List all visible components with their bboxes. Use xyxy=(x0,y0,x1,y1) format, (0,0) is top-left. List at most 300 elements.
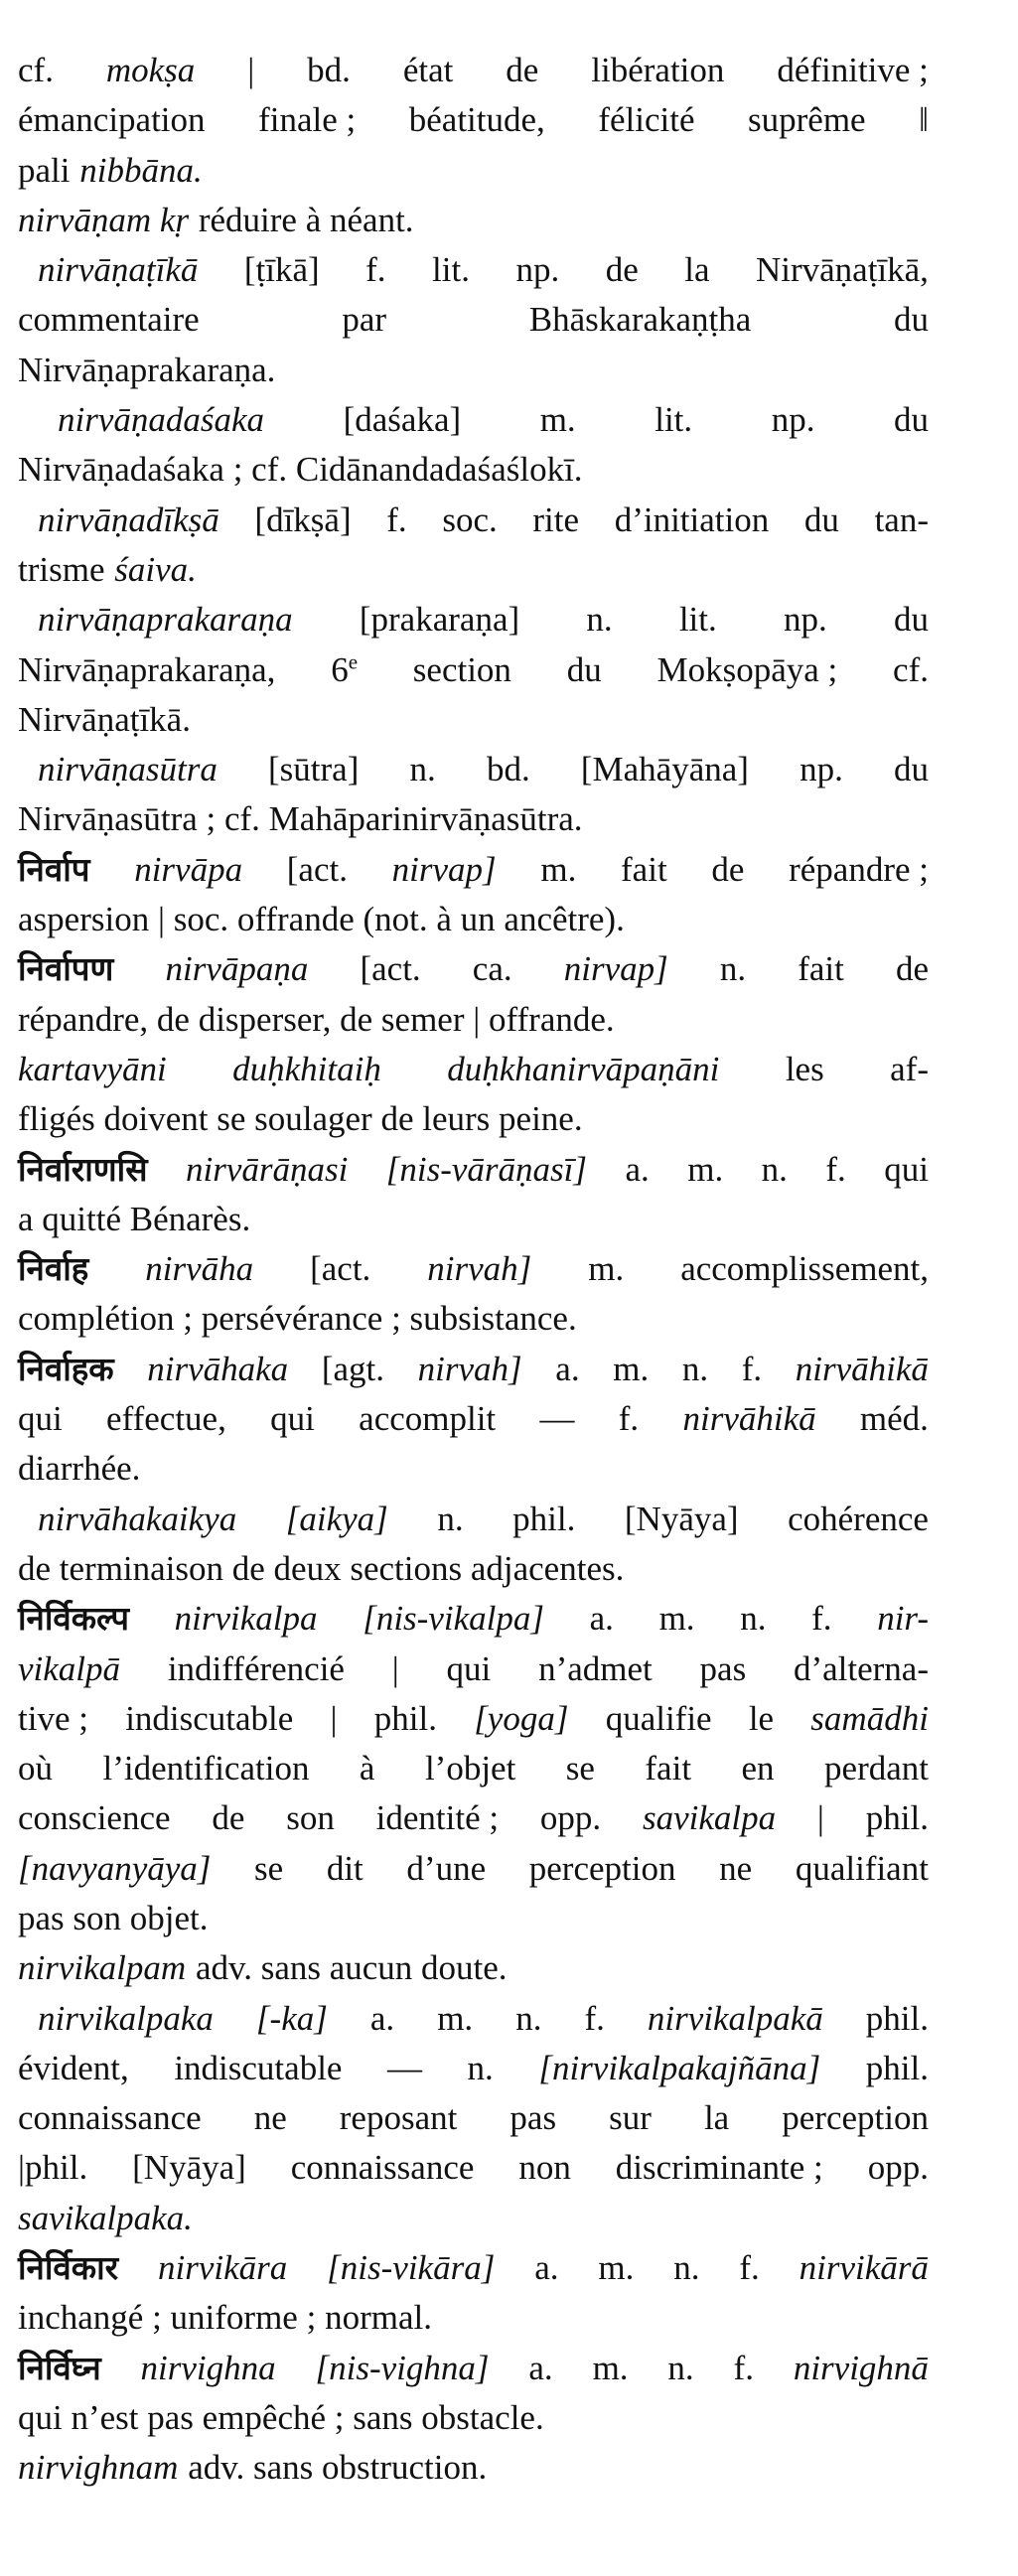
entry-text: m. xyxy=(588,1249,625,1289)
entry-text: Mokṣopāya ; xyxy=(656,649,838,689)
italic-term: nirvāpa xyxy=(134,849,243,889)
entry-text: la xyxy=(684,250,710,290)
entry-text: répandre ; xyxy=(789,849,929,889)
italic-term: nirvāhaka xyxy=(147,1349,289,1388)
entry-line xyxy=(18,2344,929,2393)
italic-term: nirvāṇaṭīkā xyxy=(38,250,199,290)
dictionary-entry-nirvahaka xyxy=(18,1345,929,1495)
entry-text: discriminante ; xyxy=(615,2148,823,2188)
entry-text: connaissance xyxy=(290,2148,475,2188)
entry-text: l’objet xyxy=(424,1749,516,1789)
entry-text: finale ; xyxy=(258,100,357,140)
entry-text: a. xyxy=(369,1998,395,2038)
entry-text: sur xyxy=(609,2098,652,2138)
entry-line xyxy=(18,1994,929,2044)
entry-line xyxy=(18,1094,929,1144)
entry-text: [act. xyxy=(310,1249,371,1289)
entry-text: son xyxy=(286,1798,335,1838)
entry-text: de xyxy=(895,949,929,989)
entry-text: | xyxy=(247,51,255,89)
entry-text: [sūtra] xyxy=(268,750,360,789)
entry-text: reposant xyxy=(339,2098,458,2138)
entry-text: n. xyxy=(467,2048,494,2087)
entry-text: pali xyxy=(18,150,71,190)
entry-text: opp. xyxy=(539,1798,602,1838)
entry-text: d’une xyxy=(406,1848,487,1888)
entry-line xyxy=(18,1694,929,1744)
dictionary-entry-nirvikara xyxy=(18,2243,929,2344)
entry-text: phil. xyxy=(512,1499,576,1538)
entry-line xyxy=(18,95,929,145)
italic-term: nirvikalpakā xyxy=(647,1998,823,2038)
entry-text: — xyxy=(539,1399,575,1439)
entry-text: qui xyxy=(884,1149,929,1189)
entry-text: inchangé ; uniforme ; normal. xyxy=(18,2298,432,2338)
entry-text: [daśaka] xyxy=(343,400,462,440)
entry-line xyxy=(18,1844,929,1894)
entry-text: rite xyxy=(532,500,580,539)
entry-text: phil. xyxy=(865,1798,929,1838)
entry-text: cf. xyxy=(893,649,929,689)
entry-line xyxy=(18,245,929,295)
italic-term: [nis-vikāra] xyxy=(327,2248,496,2288)
entry-line xyxy=(18,2044,929,2093)
entry-line xyxy=(18,2093,929,2143)
entry-text: a. xyxy=(589,1599,614,1639)
entry-text: n. xyxy=(761,1149,788,1189)
entry-text: pas xyxy=(509,2098,557,2138)
headword-devanagari: निर्वाराणसि xyxy=(18,1149,148,1189)
dictionary-column xyxy=(18,46,929,2494)
entry-line xyxy=(18,1444,929,1494)
entry-text: cf. xyxy=(18,51,54,89)
entry-line xyxy=(18,745,929,794)
entry-text: n. xyxy=(681,1349,709,1388)
entry-line xyxy=(18,445,929,495)
entry-line xyxy=(18,1594,929,1644)
entry-line xyxy=(18,2243,929,2293)
entry-text: qui xyxy=(18,1399,63,1439)
entry-text: n. xyxy=(586,600,613,640)
dictionary-entry-nirvaranasi xyxy=(18,1145,929,1245)
entry-line xyxy=(18,496,929,545)
entry-text: fait xyxy=(798,949,844,989)
entry-text: indiscutable xyxy=(174,2048,343,2087)
italic-term: nirvikalpa xyxy=(174,1599,318,1639)
entry-text: bd. xyxy=(307,51,351,89)
entry-text: n. xyxy=(673,2248,700,2288)
entry-text: f. xyxy=(365,250,386,290)
dictionary-entry-nirvanam-kr xyxy=(18,196,929,245)
italic-term: nirvighna xyxy=(140,2348,276,2387)
entry-text: [dīkṣā] xyxy=(254,500,352,539)
entry-text: qui xyxy=(270,1399,315,1439)
entry-text: qualifiant xyxy=(795,1848,929,1888)
entry-text: de terminaison de deux sections adjacentes. xyxy=(18,1548,625,1588)
entry-text: — xyxy=(387,2048,422,2087)
entry-text: de xyxy=(212,1798,245,1838)
dictionary-entry-nirvikalpaka xyxy=(18,1994,929,2243)
headword-devanagari: निर्वाप xyxy=(18,849,90,889)
entry-text: [Nyāya] xyxy=(132,2148,246,2188)
italic-term: nirvikārā xyxy=(799,2248,929,2288)
entry-text: perdant xyxy=(824,1749,929,1789)
entry-text: ne xyxy=(719,1848,753,1888)
entry-text: pas son objet. xyxy=(18,1898,209,1937)
entry-text: pas xyxy=(699,1648,747,1688)
entry-line xyxy=(18,146,929,196)
dictionary-entry-nirvikalpa xyxy=(18,1594,929,1943)
italic-term: nirvāṇasūtra xyxy=(38,750,218,789)
entry-text: les xyxy=(785,1049,824,1088)
entry-text: f. xyxy=(825,1149,846,1189)
entry-text: f. xyxy=(733,2348,754,2387)
italic-term: [nis-vighna] xyxy=(315,2348,490,2387)
headword-devanagari: निर्विकल्प xyxy=(18,1599,130,1639)
entry-text: phil. xyxy=(865,2048,929,2087)
entry-text: accomplissement, xyxy=(680,1249,929,1289)
italic-term: nir- xyxy=(877,1599,929,1639)
entry-text: Nirvāṇaprakaraṇa. xyxy=(18,350,276,389)
entry-text: a. xyxy=(534,2248,559,2288)
entry-text: n. xyxy=(437,1499,464,1538)
italic-term: nirvāṇaprakaraṇa xyxy=(38,600,293,640)
entry-line xyxy=(18,2443,929,2493)
entry-text: commentaire xyxy=(18,300,200,340)
entry-text: np. xyxy=(771,400,815,440)
entry-text: d’initiation xyxy=(614,500,770,539)
entry-text: par xyxy=(342,300,387,340)
entry-text: de xyxy=(506,51,539,89)
entry-text: connaissance xyxy=(18,2098,202,2138)
entry-text: Nirvāṇasūtra ; cf. Mahāparinirvāṇasūtra. xyxy=(18,799,583,839)
entry-text: Nirvāṇadaśaka ; cf. Cidānandadaśaślokī. xyxy=(18,450,583,490)
entry-text: m. xyxy=(658,1599,695,1639)
entry-line xyxy=(18,1145,929,1195)
entry-text: identité ; xyxy=(375,1798,500,1838)
entry-text: le xyxy=(748,1698,775,1738)
entry-text: m. xyxy=(598,2248,635,2288)
entry-text: np. xyxy=(783,600,827,640)
italic-term: nirvah] xyxy=(417,1349,522,1388)
entry-text: np. xyxy=(515,250,560,290)
entry-text: f. xyxy=(811,1599,832,1639)
entry-text: évident, xyxy=(18,2048,129,2087)
dictionary-entry-nirvanatika xyxy=(18,245,929,395)
italic-term: [aikya] xyxy=(285,1499,388,1538)
entry-text: où xyxy=(18,1749,53,1789)
entry-line xyxy=(18,1645,929,1694)
entry-text: du xyxy=(566,649,602,689)
italic-term: nirvāha xyxy=(145,1249,254,1289)
entry-text: a. xyxy=(625,1149,650,1189)
entry-text: non xyxy=(518,2148,571,2188)
entry-text: de xyxy=(711,849,745,889)
dictionary-entry-nirvanadasaka xyxy=(18,395,929,496)
headword-devanagari: निर्वाह xyxy=(18,1249,89,1289)
entry-text: suprême xyxy=(748,100,866,140)
entry-text: phil. xyxy=(373,1698,437,1738)
entry-text: du xyxy=(894,400,929,440)
italic-term: nirvāṇadīkṣā xyxy=(38,500,219,539)
entry-text: ‖ xyxy=(919,100,929,140)
entry-text: Bhāskarakaṇṭha xyxy=(528,300,752,340)
entry-line xyxy=(18,545,929,595)
entry-text: Nirvāṇaprakaraṇa, xyxy=(18,649,276,689)
entry-text: tive ; xyxy=(18,1698,88,1738)
entry-text: m. xyxy=(539,400,576,440)
entry-text: soc. xyxy=(442,500,498,539)
entry-text: n. xyxy=(740,1599,767,1639)
dictionary-entry-moksa-ref xyxy=(18,46,929,196)
entry-text: n. xyxy=(719,949,747,989)
entry-text: réduire à néant. xyxy=(198,200,414,239)
italic-term: samādhi xyxy=(810,1698,929,1738)
entry-text: indifférencié xyxy=(167,1648,345,1688)
entry-text: dit xyxy=(326,1848,364,1888)
entry-text: la xyxy=(703,2098,730,2138)
entry-text: | xyxy=(391,1648,399,1688)
entry-line xyxy=(18,2393,929,2443)
entry-line xyxy=(18,995,929,1045)
entry-text: bd. xyxy=(486,750,530,789)
entry-text: conscience xyxy=(18,1798,171,1838)
italic-term: nirvikāra xyxy=(158,2248,288,2288)
dictionary-entry-nirvaha xyxy=(18,1244,929,1345)
italic-term: kartavyāni xyxy=(18,1049,167,1088)
dictionary-entry-nirvanadiksa xyxy=(18,496,929,596)
entry-text: adv. sans obstruction. xyxy=(188,2448,488,2488)
entry-line xyxy=(18,1244,929,1294)
entry-text: complétion ; persévérance ; subsistance. xyxy=(18,1299,577,1339)
italic-term: nirvāṇam kṛ xyxy=(18,200,190,239)
entry-line xyxy=(18,1495,929,1544)
entry-text: n. xyxy=(409,750,436,789)
entry-line xyxy=(18,944,929,994)
entry-text: d’alterna- xyxy=(793,1648,929,1688)
italic-term: [nirvikalpakajñāna] xyxy=(538,2048,821,2087)
headword-devanagari: निर्विघ्न xyxy=(18,2348,101,2387)
italic-term: [yoga] xyxy=(474,1698,569,1738)
entry-text: a. xyxy=(555,1349,580,1388)
entry-text: émancipation xyxy=(18,100,206,140)
entry-text: f. xyxy=(386,500,407,539)
entry-text: Nirvāṇaṭīkā. xyxy=(18,699,191,739)
entry-text: trisme xyxy=(18,549,105,589)
dictionary-entry-nirvanaprakarana xyxy=(18,595,929,745)
italic-term: nirvāpaṇa xyxy=(165,949,309,989)
entry-text: f. xyxy=(584,1998,605,2038)
entry-text: en xyxy=(741,1749,775,1789)
entry-text: opp. xyxy=(867,2148,929,2188)
headword-devanagari: निर्वाहक xyxy=(18,1349,114,1388)
entry-text: fligés doivent se soulager de leurs peine. xyxy=(18,1099,583,1139)
italic-term: mokṣa xyxy=(105,51,196,89)
entry-line xyxy=(18,1345,929,1394)
entry-text: effectue, xyxy=(106,1399,226,1439)
entry-line xyxy=(18,1793,929,1843)
entry-text: définitive ; xyxy=(777,51,929,89)
entry-text: lit. xyxy=(654,400,693,440)
entry-line xyxy=(18,645,929,695)
entry-line xyxy=(18,1943,929,1993)
entry-text: [agt. xyxy=(321,1349,384,1388)
entry-line xyxy=(18,196,929,245)
entry-text: n. xyxy=(667,2348,694,2387)
entry-text: qualifie xyxy=(605,1698,712,1738)
entry-text: de xyxy=(605,250,639,290)
entry-line xyxy=(18,1894,929,1943)
dictionary-entry-nirvighna xyxy=(18,2344,929,2444)
italic-term: nirvāhikā xyxy=(795,1349,929,1388)
entry-text: du xyxy=(803,500,839,539)
entry-line xyxy=(18,346,929,395)
entry-text: [Mahāyāna] xyxy=(580,750,749,789)
entry-text: état xyxy=(402,51,454,89)
entry-text: du xyxy=(894,300,929,340)
entry-text: méd. xyxy=(859,1399,929,1439)
entry-line xyxy=(18,794,929,844)
italic-term: nirvāhakaikya xyxy=(38,1499,237,1538)
entry-text: np. xyxy=(800,750,843,789)
italic-term: nirvārāṇasi xyxy=(185,1149,349,1189)
entry-text: Nirvāṇaṭīkā, xyxy=(755,250,929,290)
entry-text: se xyxy=(254,1848,284,1888)
entry-text: a quitté Bénarès. xyxy=(18,1199,251,1238)
entry-text: n. xyxy=(515,1998,542,2038)
entry-text: [act. xyxy=(360,949,421,989)
entry-text: |phil. xyxy=(18,2148,88,2188)
entry-line xyxy=(18,1045,929,1094)
dictionary-entry-nirvapana xyxy=(18,944,929,1045)
entry-text: accomplit xyxy=(359,1399,497,1439)
entry-text: lit. xyxy=(678,600,717,640)
entry-text: se xyxy=(565,1749,595,1789)
entry-text: perception xyxy=(528,1848,676,1888)
entry-text: f. xyxy=(618,1399,640,1439)
italic-term: nirvap] xyxy=(563,949,668,989)
entry-text: [ṭīkā] xyxy=(243,250,320,290)
entry-text: m. xyxy=(592,2348,629,2387)
entry-text: m. xyxy=(613,1349,650,1388)
entry-text: [Nyāya] xyxy=(624,1499,739,1538)
italic-term: [nis-vārāṇasī] xyxy=(385,1149,588,1189)
entry-text: indiscutable xyxy=(125,1698,294,1738)
entry-text: ne xyxy=(253,2098,287,2138)
dictionary-entry-kartavyani xyxy=(18,1045,929,1145)
entry-line xyxy=(18,2293,929,2343)
italic-term: duḥkhanirvāpaṇāni xyxy=(447,1049,720,1088)
italic-term: nirvighnam xyxy=(18,2448,179,2488)
entry-line xyxy=(18,1744,929,1793)
dictionary-entry-nirvahakaikya xyxy=(18,1495,929,1595)
entry-text: m. xyxy=(437,1998,474,2038)
italic-term: nirvikalpam xyxy=(18,1948,187,1988)
italic-term: duḥkhitaiḥ xyxy=(232,1049,381,1088)
italic-term: savikalpa xyxy=(642,1798,777,1838)
entry-text: f. xyxy=(739,2248,760,2288)
entry-text: | xyxy=(330,1698,338,1738)
entry-text: n’admet xyxy=(538,1648,653,1688)
italic-term: vikalpā xyxy=(18,1648,121,1688)
entry-text: béatitude, xyxy=(408,100,545,140)
entry-line xyxy=(18,2143,929,2193)
entry-line xyxy=(18,1294,929,1344)
entry-text: m. xyxy=(540,849,577,889)
entry-text: à xyxy=(359,1749,375,1789)
italic-term: nibbāna. xyxy=(79,150,203,190)
entry-text: f. xyxy=(741,1349,763,1388)
italic-term: [nis-vikalpa] xyxy=(363,1599,544,1639)
entry-text: qui n’est pas empêché ; sans obstacle. xyxy=(18,2397,544,2437)
entry-line xyxy=(18,1544,929,1594)
entry-text: 6e xyxy=(331,648,359,689)
entry-line xyxy=(18,1195,929,1244)
entry-text: section xyxy=(412,649,511,689)
entry-text: l’identification xyxy=(102,1749,310,1789)
entry-text: aspersion | soc. offrande (not. à un ancêtre). xyxy=(18,900,625,939)
entry-text: du xyxy=(893,600,929,640)
dictionary-entry-nirvikalpam xyxy=(18,1943,929,1993)
entry-line xyxy=(18,595,929,644)
entry-line xyxy=(18,295,929,345)
entry-text: a. xyxy=(528,2348,553,2387)
entry-text: lit. xyxy=(432,250,470,290)
italic-term: [navyanyāya] xyxy=(18,1848,212,1888)
entry-text: tan- xyxy=(874,500,929,539)
entry-text: fait xyxy=(645,1749,692,1789)
entry-text: | xyxy=(816,1798,824,1838)
entry-text: qui xyxy=(446,1648,492,1688)
italic-term: savikalpaka. xyxy=(18,2198,193,2237)
entry-line xyxy=(18,46,929,95)
entry-text: af- xyxy=(890,1049,929,1088)
entry-line xyxy=(18,395,929,445)
entry-text: [prakaraṇa] xyxy=(359,600,520,640)
entry-text: félicité xyxy=(598,100,695,140)
entry-line xyxy=(18,895,929,944)
italic-term: nirvāṇadaśaka xyxy=(58,400,265,440)
entry-text: fait xyxy=(621,849,667,889)
italic-term: [-ka] xyxy=(255,1998,328,2038)
dictionary-entry-nirvapa xyxy=(18,845,929,945)
entry-text: adv. sans aucun doute. xyxy=(195,1948,508,1988)
italic-term: śaiva. xyxy=(114,549,197,589)
entry-text: m. xyxy=(687,1149,724,1189)
entry-line xyxy=(18,695,929,745)
entry-text: perception xyxy=(782,2098,929,2138)
entry-text: ca. xyxy=(472,949,512,989)
entry-text: cohérence xyxy=(788,1499,929,1538)
dictionary-entry-nirvighnam xyxy=(18,2443,929,2493)
entry-text: diarrhée. xyxy=(18,1449,141,1489)
italic-term: nirvah] xyxy=(427,1249,532,1289)
dictionary-entry-nirvanasutra xyxy=(18,745,929,845)
entry-text: [act. xyxy=(286,849,348,889)
entry-text: phil. xyxy=(865,1998,929,2038)
entry-text: libération xyxy=(591,51,725,89)
italic-term: nirvighnā xyxy=(793,2348,929,2387)
headword-devanagari: निर्विकार xyxy=(18,2248,119,2288)
italic-term: nirvāhikā xyxy=(682,1399,816,1439)
superscript: e xyxy=(348,648,359,673)
headword-devanagari: निर्वापण xyxy=(18,949,114,989)
italic-term: nirvap] xyxy=(391,849,497,889)
entry-line xyxy=(18,1394,929,1444)
entry-text: du xyxy=(893,750,929,789)
entry-text: répandre, de disperser, de semer | offrande. xyxy=(18,999,615,1039)
entry-line xyxy=(18,2194,929,2243)
